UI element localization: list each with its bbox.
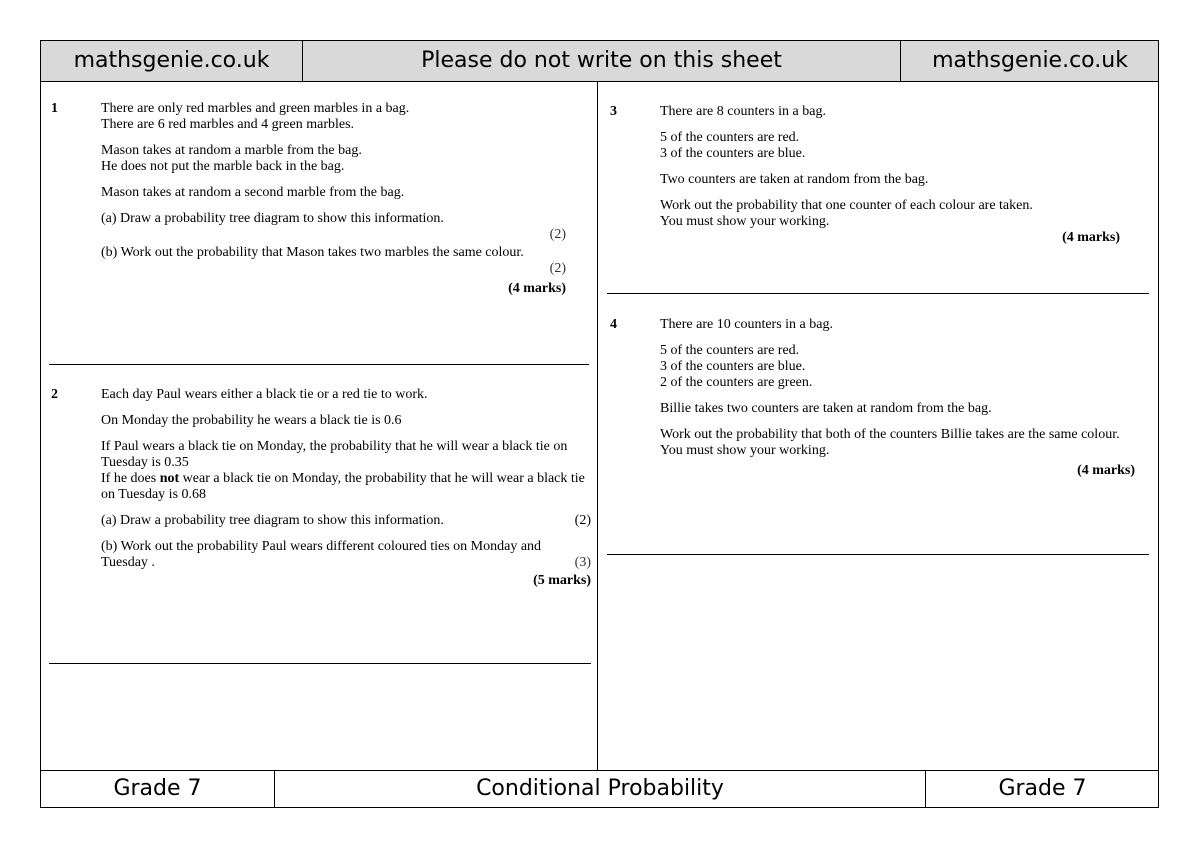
part-b-text: (b) Work out the probability that Mason takes two marbles the same colour. [101,245,524,260]
header-site-right: mathsgenie.co.uk [900,41,1159,81]
total-marks: (4 marks) [508,281,566,296]
question-text: 2 of the counters are green. [660,375,813,390]
question-number: 4 [610,317,617,332]
question-text: On Monday the probability he wears a black tie is 0.6 [101,413,402,428]
part-b-marks: (3) [574,555,591,570]
header-site-left: mathsgenie.co.uk [41,41,303,81]
footer-grade-left: Grade 7 [41,771,275,807]
question-text: 3 of the counters are blue. [660,359,806,374]
question-body [660,317,1135,479]
question-text: You must show your working. [660,443,830,458]
question-body [660,104,1120,246]
question-separator [607,293,1149,294]
part-a-text: (a) Draw a probability tree diagram to show this information. [101,513,444,528]
question-text: If he does [101,471,160,486]
question-text: Work out the probability that both of the counters Billie takes are the same colour. [660,427,1120,442]
worksheet [40,40,1159,808]
question-text: 3 of the counters are blue. [660,146,806,161]
question-separator [49,364,589,365]
header-instruction: Please do not write on this sheet [421,48,782,73]
question-text: There are 10 counters in a bag. [660,317,833,332]
question-text: Two counters are taken at random from the bag. [660,172,929,187]
question-text: Mason takes at random a second marble from the bag. [101,185,405,200]
question-separator [49,663,591,664]
part-a-text: (a) Draw a probability tree diagram to show this information. [101,211,444,226]
question-text: If Paul wears a black tie on Monday, the probability that he will wear a black tie on Tuesday is 0.35 [101,439,568,470]
question-text: There are only red marbles and green marbles in a bag. [101,101,410,116]
question-text: 5 of the counters are red. [660,343,800,358]
question-separator [607,554,1149,555]
header-bar [41,41,1158,82]
footer-grade-right: Grade 7 [925,771,1159,807]
question-text: 5 of the counters are red. [660,130,800,145]
emphasis-text: not [159,471,180,486]
question-text: He does not put the marble back in the bag. [101,159,345,174]
total-marks: (5 marks) [533,573,591,588]
question-text: wear a black tie on Monday, the probability that he will wear a black tie on Tuesday is 0.68 [101,471,585,502]
question-text: Work out the probability that one counter of each colour are taken. [660,198,1033,213]
question-body [101,101,566,297]
footer-topic: Conditional Probability [476,776,724,801]
part-a-marks: (2) [574,513,591,528]
question-text: There are 6 red marbles and 4 green marbles. [101,117,355,132]
question-text: Each day Paul wears either a black tie or a red tie to work. [101,387,428,402]
total-marks: (4 marks) [1077,463,1135,478]
question-body [101,387,591,589]
part-b-marks: (2) [549,261,566,276]
part-b-text: (b) Work out the probability Paul wears different coloured ties on Monday and Tuesday . [101,539,542,570]
question-number: 3 [610,104,617,119]
question-number: 2 [51,387,58,402]
part-a-marks: (2) [549,227,566,242]
question-text: Mason takes at random a marble from the bag. [101,143,362,158]
column-divider [597,82,598,772]
question-text: There are 8 counters in a bag. [660,104,826,119]
question-text: Billie takes two counters are taken at random from the bag. [660,401,992,416]
total-marks: (4 marks) [1062,230,1120,245]
question-number: 1 [51,101,58,116]
footer-bar [41,770,1158,807]
question-text: You must show your working. [660,214,830,229]
